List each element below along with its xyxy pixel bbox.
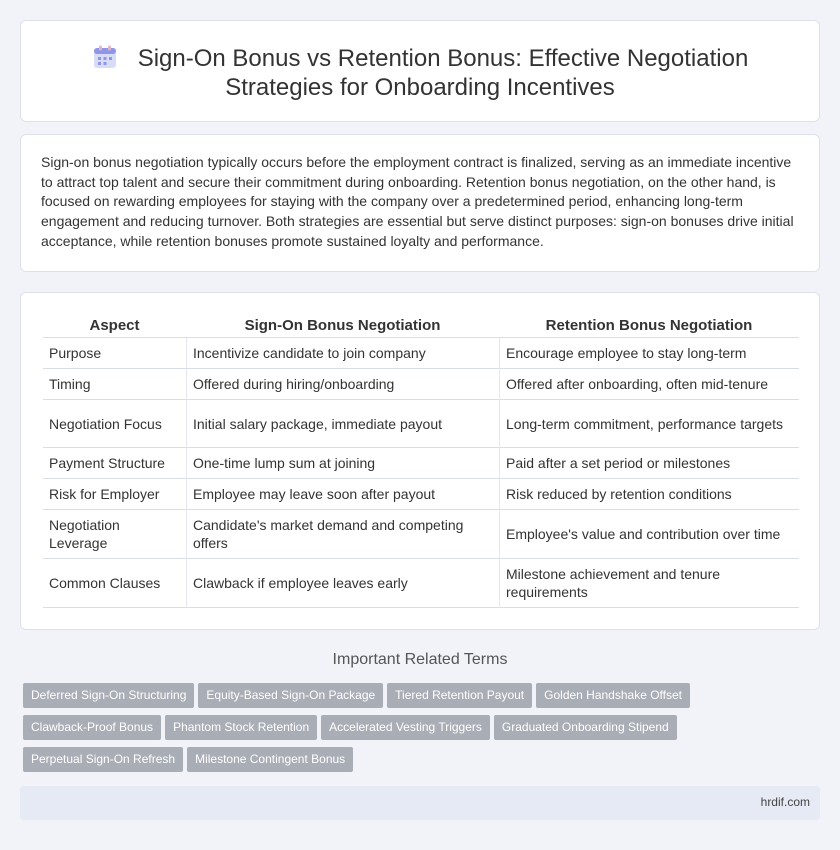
table-row — [43, 559, 799, 608]
tag-clawback-proof-bonus[interactable]: Clawback-Proof Bonus — [23, 715, 161, 740]
comparison-table — [43, 312, 799, 608]
row-sign-on: Candidate's market demand and competing offers — [186, 510, 499, 559]
row-aspect: Payment Structure — [43, 448, 186, 479]
tag-deferred-sign-on-structuring[interactable]: Deferred Sign-On Structuring — [23, 683, 194, 708]
row-retention: Employee's value and contribution over time — [499, 510, 799, 559]
row-retention: Offered after onboarding, often mid-tenure — [499, 369, 799, 400]
table-row — [43, 479, 799, 510]
table-row — [43, 510, 799, 559]
row-aspect: Timing — [43, 369, 186, 400]
row-retention: Milestone achievement and tenure requirements — [499, 559, 799, 608]
tag-golden-handshake-offset[interactable]: Golden Handshake Offset — [536, 683, 690, 708]
table-header-row — [43, 312, 799, 338]
title-line-2: Strategies for Onboarding Incentives — [225, 74, 615, 101]
tag-phantom-stock-retention[interactable]: Phantom Stock Retention — [165, 715, 317, 740]
tag-perpetual-sign-on-refresh[interactable]: Perpetual Sign-On Refresh — [23, 747, 183, 772]
header-retention: Retention Bonus Negotiation — [499, 312, 799, 338]
intro-card — [20, 134, 820, 272]
row-sign-on: Initial salary package, immediate payout — [186, 400, 499, 448]
row-aspect: Negotiation Focus — [43, 400, 186, 448]
comparison-table-card — [20, 292, 820, 630]
table-row — [43, 400, 799, 448]
row-aspect: Purpose — [43, 338, 186, 369]
row-aspect: Negotiation Leverage — [43, 510, 186, 559]
header-sign-on: Sign-On Bonus Negotiation — [186, 312, 499, 338]
calendar-icon — [92, 44, 118, 70]
table-row — [43, 448, 799, 479]
tag-tiered-retention-payout[interactable]: Tiered Retention Payout — [387, 683, 532, 708]
footer — [20, 786, 820, 820]
intro-paragraph: Sign-on bonus negotiation typically occurs before the employment contract is finalized, serving as an immediate incentive to attract top talent and secure their commitment during onboarding. Retention bonus negotiation, on the other hand, is focused on rewarding employees for staying with the company over a predetermined period, enhancing long-term engagement and reducing turnover. Both strategies are essential but serve distinct purposes: sign-on bonuses drive initial acceptance, while retention bonuses promote sustained loyalty and performance. — [41, 154, 794, 249]
table-row — [43, 338, 799, 369]
table-row — [43, 369, 799, 400]
related-terms-tags — [23, 683, 823, 779]
row-aspect: Risk for Employer — [43, 479, 186, 510]
row-sign-on: Incentivize candidate to join company — [186, 338, 499, 369]
row-retention: Long-term commitment, performance targets — [499, 400, 799, 448]
row-sign-on: Employee may leave soon after payout — [186, 479, 499, 510]
tag-milestone-contingent-bonus[interactable]: Milestone Contingent Bonus — [187, 747, 353, 772]
row-sign-on: One-time lump sum at joining — [186, 448, 499, 479]
related-terms-heading: Important Related Terms — [332, 651, 508, 668]
footer-site-link[interactable]: hrdif.com — [760, 795, 810, 809]
tag-accelerated-vesting-triggers[interactable]: Accelerated Vesting Triggers — [321, 715, 490, 740]
row-retention: Paid after a set period or milestones — [499, 448, 799, 479]
header-aspect: Aspect — [43, 312, 186, 338]
page-title — [21, 44, 819, 102]
tag-graduated-onboarding-stipend[interactable]: Graduated Onboarding Stipend — [494, 715, 677, 740]
row-aspect: Common Clauses — [43, 559, 186, 608]
header-card — [20, 20, 820, 122]
tag-equity-based-sign-on-package[interactable]: Equity-Based Sign-On Package — [198, 683, 383, 708]
row-retention: Risk reduced by retention conditions — [499, 479, 799, 510]
title-line-1: Sign-On Bonus vs Retention Bonus: Effective Negotiation — [137, 45, 749, 72]
row-sign-on: Clawback if employee leaves early — [186, 559, 499, 608]
row-sign-on: Offered during hiring/onboarding — [186, 369, 499, 400]
row-retention: Encourage employee to stay long-term — [499, 338, 799, 369]
